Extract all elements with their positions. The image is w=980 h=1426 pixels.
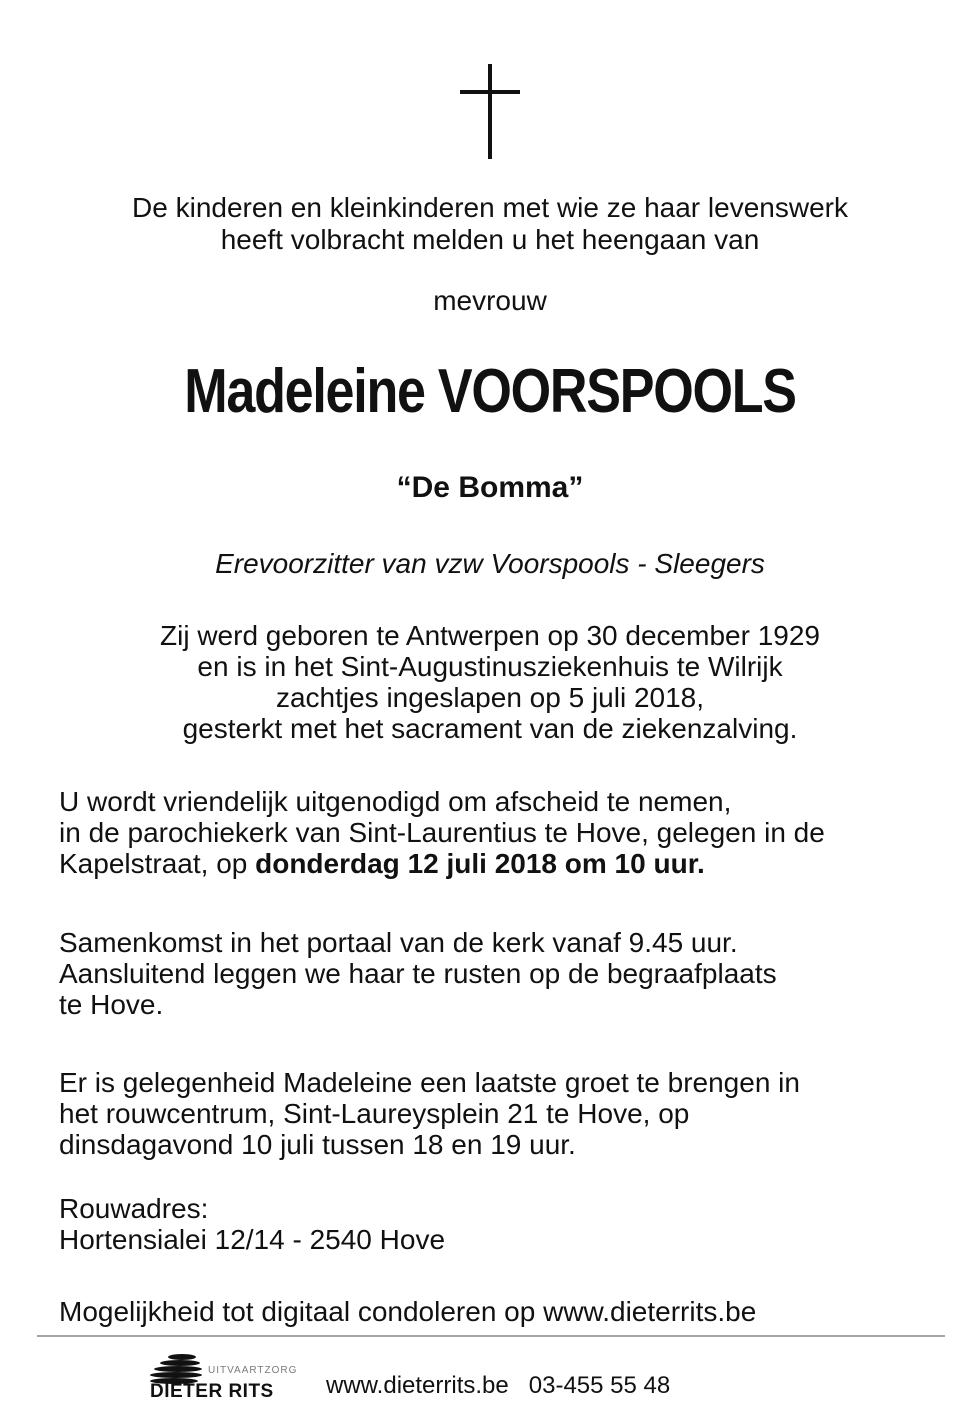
intro-text: De kinderen en kleinkinderen met wie ze haar levenswerk heeft volbracht melden u het heengaan van [132, 192, 848, 255]
condolence-info: Mogelijkheid tot digitaal condoleren op www.dieterrits.be [59, 1296, 757, 1327]
funeral-invitation: U wordt vriendelijk uitgenodigd om afscheid te nemen, in de parochiekerk van Sint-Laurentius te Hove, gelegen in de Kapelstraat, op donderdag 12 juli 2018 om 10 uur. [59, 786, 825, 879]
footer-website[interactable]: www.dieterrits.be [326, 1372, 509, 1399]
cross-icon [460, 64, 520, 159]
funeral-home-logo [144, 1343, 306, 1405]
mourning-address: Rouwadres: Hortensialei 12/14 - 2540 Hove [59, 1193, 446, 1255]
footer-divider [37, 1335, 945, 1337]
footer-contact [326, 1372, 670, 1400]
honorary-title: Erevoorzitter van vzw Voorspools - Sleegers [215, 548, 765, 579]
footer-phone: 03-455 55 48 [528, 1372, 671, 1399]
logo-name: DIETER RITS [150, 1381, 274, 1402]
nickname: “De Bomma” [396, 471, 584, 504]
birth-death-text: Zij werd geboren te Antwerpen op 30 december 1929 en is in het Sint-Augustinusziekenhuis te Wilrijk zachtjes ingeslapen op 5 juli 2018, gesterkt met het sacrament van de ziekenzalving. [160, 620, 820, 744]
viewing-info: Er is gelegenheid Madeleine een laatste groet te brengen in het rouwcentrum, Sint-Laureysplein 21 te Hove, op dinsdagavond 10 juli tussen 18 en 19 uur. [59, 1067, 800, 1160]
logo-tagline: UITVAARTZORG [208, 1365, 298, 1376]
honorific: mevrouw [433, 285, 547, 316]
gathering-info: Samenkomst in het portaal van de kerk vanaf 9.45 uur. Aansluitend leggen we haar te rusten op de begraafplaats te Hove. [59, 927, 777, 1020]
funeral-date: donderdag 12 juli 2018 om 10 uur. [255, 848, 705, 879]
logo-mark-icon [150, 1354, 202, 1384]
deceased-name: Madeleine VOORSPOOLS [184, 357, 796, 426]
